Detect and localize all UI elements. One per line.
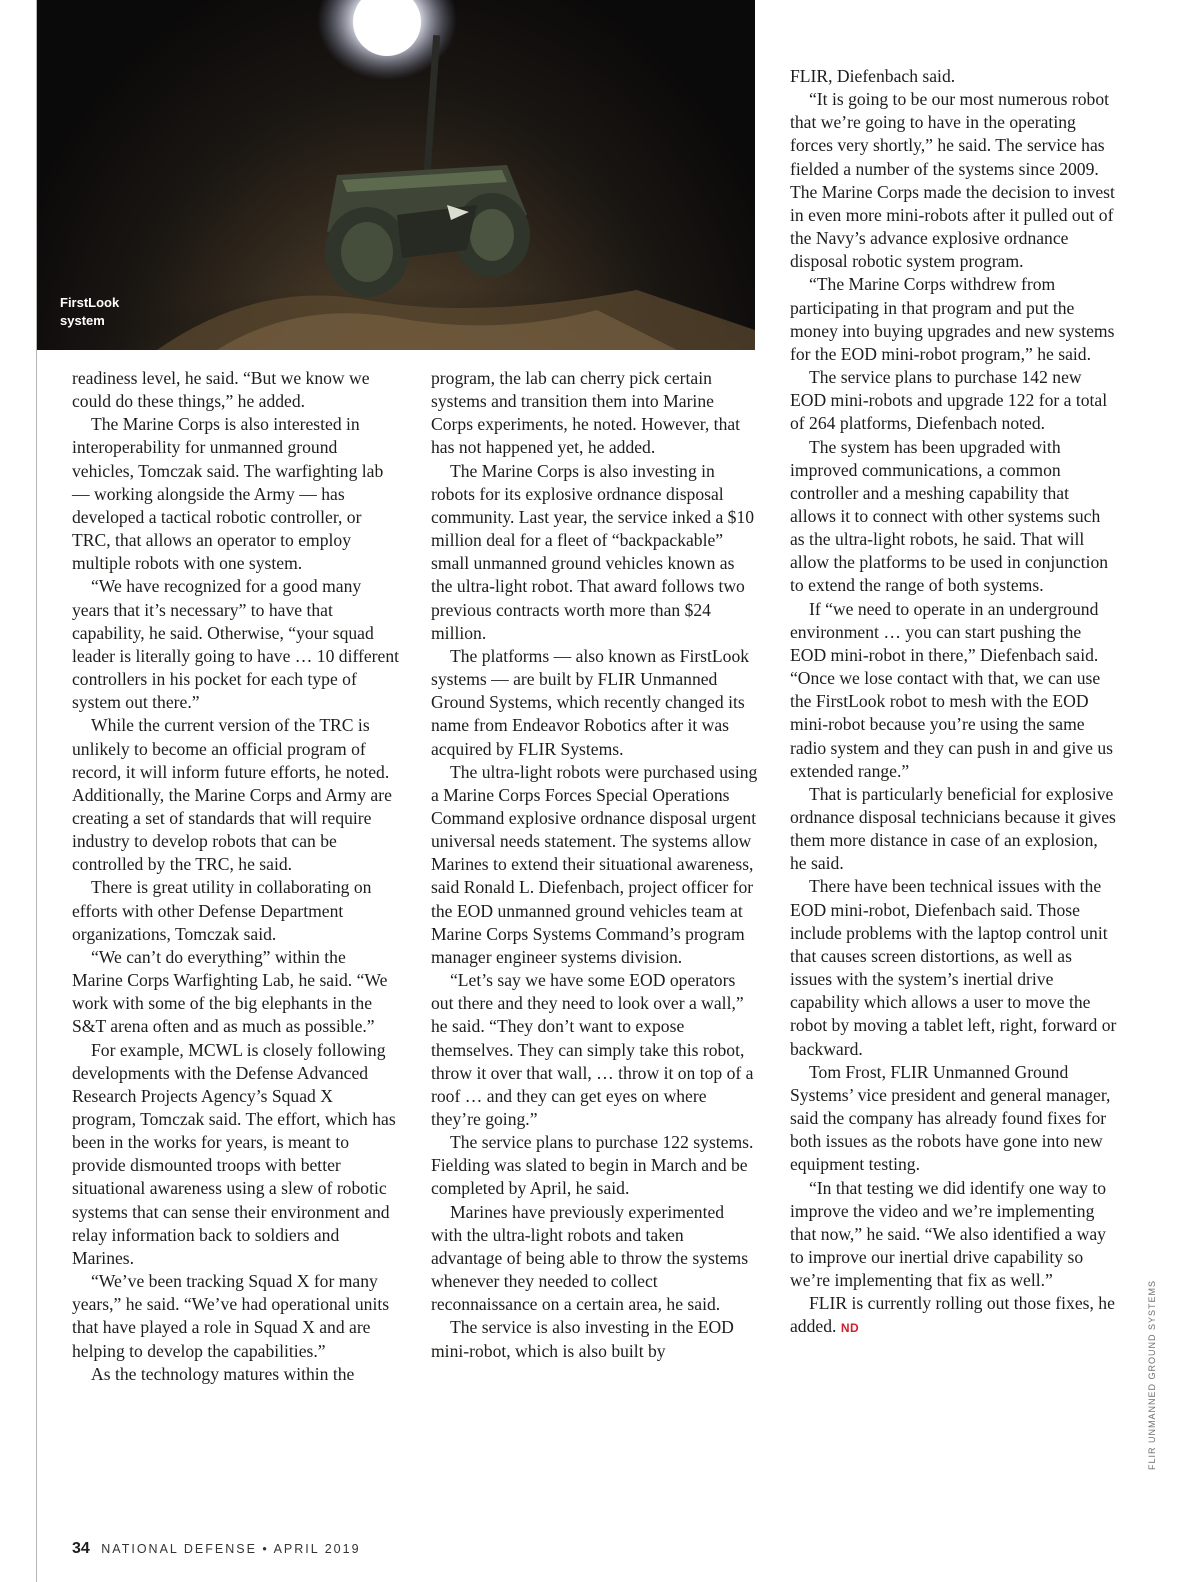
article-paragraph xyxy=(72,946,400,1039)
article-column-1 xyxy=(72,367,400,1386)
article-paragraph xyxy=(790,436,1118,598)
paragraph-text: FLIR, Diefenbach said. xyxy=(790,66,956,86)
article-paragraph xyxy=(431,1201,759,1317)
paragraph-text: The system has been upgraded with improved communications, a common controller and a meshing capability that allows it to connect with other systems such as the ultra-light robots, he said. That will allow the platforms to be used in conjunction to extend the range of both systems. xyxy=(790,436,1109,596)
paragraph-text: There have been technical issues with the EOD mini-robot, Diefenbach said. Those include problems with the laptop control unit that causes screen distortions, as well as issues with the system’s inertial drive capability which allows a user to move the robot by moving a tablet left, right, forward or backward. xyxy=(790,876,1117,1059)
article-paragraph xyxy=(431,1131,759,1200)
article-paragraph xyxy=(790,1177,1118,1293)
paragraph-text: The Marine Corps is also interested in interoperability for unmanned ground vehicles, Tomczak said. The warfighting lab — working alongside the Army — has developed a tactical robotic controller, or TRC, that allows an operator to employ multiple robots with one system. xyxy=(72,414,384,574)
paragraph-text: Marines have previously experimented with the ultra-light robots and taken advantage of being able to throw the systems whenever they needed to collect reconnaissance on a certain area, he said. xyxy=(431,1201,749,1315)
paragraph-text: That is particularly beneficial for explosive ordnance disposal technicians because it gives them more distance in case of an explosion, he said. xyxy=(790,783,1116,874)
issue-date: APRIL 2019 xyxy=(273,1542,361,1556)
page-number: 34 xyxy=(72,1540,90,1557)
paragraph-text: FLIR is currently rolling out those fixes, he added. xyxy=(790,1293,1115,1337)
article-paragraph xyxy=(431,367,759,460)
paragraph-text: The platforms — also known as FirstLook systems — are built by FLIR Unmanned Ground Systems, which recently changed its name from Endeavor Robotics after it was acquired by FLIR Systems. xyxy=(431,645,750,759)
caption-line-2: system xyxy=(60,313,105,328)
article-paragraph xyxy=(431,645,759,761)
article-paragraph xyxy=(790,65,1118,88)
article-paragraph xyxy=(790,273,1118,366)
paragraph-text: “The Marine Corps withdrew from participating in that program and put the money into buying upgrades and new systems for the EOD mini-robot program,” he said. xyxy=(790,274,1115,364)
paragraph-text: There is great utility in collaborating on efforts with other Defense Department organizations, Tomczak said. xyxy=(72,877,372,944)
article-paragraph xyxy=(431,761,759,969)
article-paragraph xyxy=(431,1316,759,1362)
article-paragraph xyxy=(72,1363,400,1386)
photo-credit: FLIR UNMANNED GROUND SYSTEMS xyxy=(1147,1279,1157,1470)
paragraph-text: “Let’s say we have some EOD operators out there and they need to look over a wall,” he said. “They don’t want to expose themselves. They can simply take this robot, throw it over that wall, … throw it on top of a roof … and they can get eyes on where they’re going.” xyxy=(431,970,754,1129)
article-paragraph xyxy=(72,413,400,575)
paragraph-text: The ultra-light robots were purchased using a Marine Corps Forces Special Operations Command explosive ordnance disposal urgent universal needs statement. The systems allow Marines to extend their situational awareness, said Ronald L. Diefenbach, project officer for the EOD unmanned ground vehicles team at Marine Corps Systems Command’s program manager engineer systems division. xyxy=(431,761,758,967)
paragraph-text: As the technology matures within the xyxy=(91,1363,355,1384)
article-paragraph xyxy=(431,969,759,1131)
article-paragraph xyxy=(431,460,759,645)
paragraph-text: While the current version of the TRC is unlikely to become an official program of record, it will inform future efforts, he noted. Additionally, the Marine Corps and Army are creating a set of standards that will require industry to develop robots that can be controlled by the TRC, he said. xyxy=(72,715,392,875)
article-paragraph xyxy=(790,366,1118,435)
caption-line-1: FirstLook xyxy=(60,295,120,310)
article-paragraph xyxy=(72,1270,400,1363)
paragraph-text: The service is also investing in the EOD mini-robot, which is also built by xyxy=(431,1317,734,1361)
article-paragraph xyxy=(72,1039,400,1271)
article-paragraph xyxy=(790,88,1118,273)
paragraph-text: The Marine Corps is also investing in robots for its explosive ordnance disposal community. Last year, the service inked a $10 million deal for a fleet of “backpackable” small unmanned ground vehicles known as the ultra-light robot. That award follows two previous contracts worth more than $24 million. xyxy=(431,460,755,643)
paragraph-text: program, the lab can cherry pick certain systems and transition them into Marine Corps experiments, he noted. However, that has not happened yet, he added. xyxy=(431,368,741,458)
article-paragraph xyxy=(72,367,400,413)
paragraph-text: For example, MCWL is closely following developments with the Defense Advanced Research Projects Agency’s Squad X program, Tomczak said. The effort, which has been in the works for years, is meant to provide dismounted troops with better situational awareness using a slew of robotic systems that can sense their environment and relay information back to soldiers and Marines. xyxy=(72,1039,396,1268)
paragraph-text: readiness level, he said. “But we know we could do these things,” he added. xyxy=(72,368,370,412)
robot-illustration xyxy=(37,0,755,350)
page-footer xyxy=(72,1540,361,1558)
paragraph-text: Tom Frost, FLIR Unmanned Ground Systems’ vice president and general manager, said the company has already found fixes for both issues as the robots have gone into new equipment testing. xyxy=(790,1061,1111,1175)
article-column-2 xyxy=(431,367,759,1363)
article-paragraph xyxy=(72,575,400,714)
paragraph-text: “In that testing we did identify one way to improve the video and we’re implementing that now,” he said. “We also identified a way to improve our inertial drive capability so we’re implementing that fix as well.” xyxy=(790,1177,1107,1291)
article-paragraph xyxy=(790,783,1118,876)
article-paragraph xyxy=(790,1061,1118,1177)
article-paragraph xyxy=(72,714,400,876)
publication-name: NATIONAL DEFENSE xyxy=(101,1542,257,1556)
paragraph-text: “We can’t do everything” within the Marine Corps Warfighting Lab, he said. “We work with some of the big elephants in the S&T arena often and as much as possible.” xyxy=(72,946,388,1037)
paragraph-text: “We’ve been tracking Squad X for many years,” he said. “We’ve had operational units that have played a role in Squad X and are helping to develop the capabilities.” xyxy=(72,1271,390,1361)
end-mark: ND xyxy=(840,1321,860,1336)
article-column-3 xyxy=(790,65,1118,1341)
paragraph-text: “It is going to be our most numerous robot that we’re going to have in the operating forces very shortly,” he said. The service has fielded a number of the systems since 2009. The Marine Corps made the decision to invest in even more mini-robots after it pulled out of the Navy’s advance explosive ordnance disposal robotic system program. xyxy=(790,89,1115,272)
paragraph-text: The service plans to purchase 142 new EOD mini-robots and upgrade 122 for a total of 264 platforms, Diefenbach noted. xyxy=(790,367,1108,434)
paragraph-text: “We have recognized for a good many years that it’s necessary” to have that capability, he said. Otherwise, “your squad leader is literally going to have … 10 different controllers in his pocket for each type of system out there.” xyxy=(72,576,400,713)
article-paragraph xyxy=(790,1292,1118,1340)
article-paragraph xyxy=(790,875,1118,1060)
paragraph-text: If “we need to operate in an underground environment … you can start pushing the EOD mini-robot in there,” Diefenbach said. “Once we lose contact with that, we can use the FirstLook robot to mesh with the EOD mini-robot because you’re using the same radio system and they can push in and give us extended range.” xyxy=(790,598,1113,781)
footer-separator: • xyxy=(262,1542,269,1556)
article-paragraph xyxy=(790,598,1118,783)
paragraph-text: The service plans to purchase 122 systems. Fielding was slated to begin in March and be completed by April, he said. xyxy=(431,1132,754,1199)
article-paragraph xyxy=(72,876,400,945)
photo-caption xyxy=(60,294,140,330)
firstlook-robot-photo xyxy=(37,0,755,350)
